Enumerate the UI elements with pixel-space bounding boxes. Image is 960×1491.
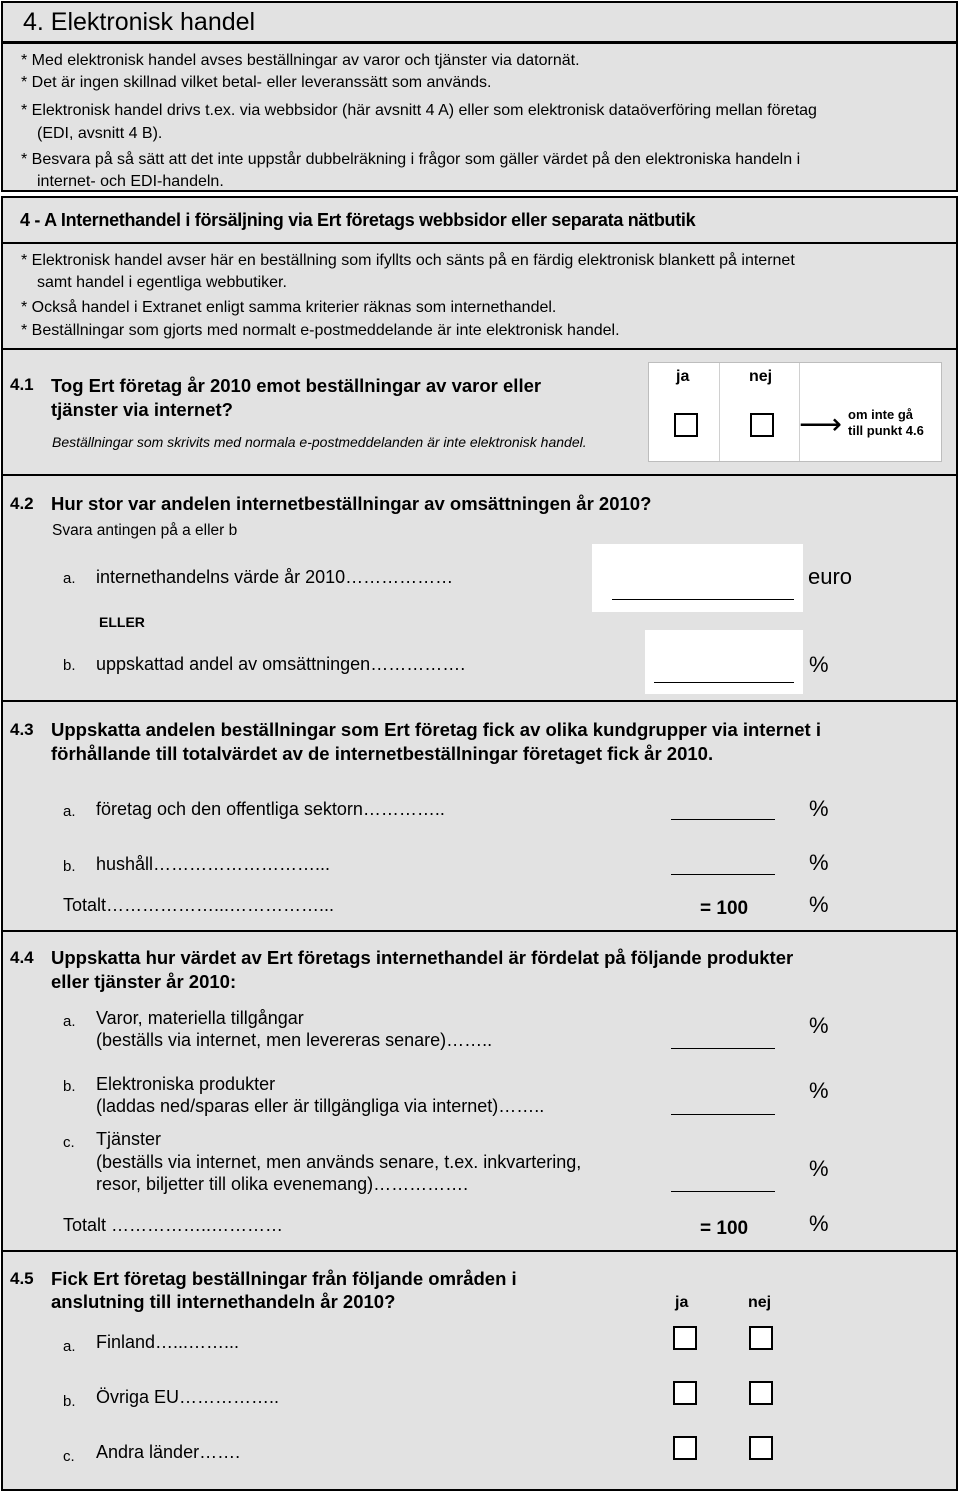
- section-a-box: [1, 196, 958, 1491]
- section-note: * Beställningar som gjorts med normalt e-postmeddelande är inte elektronisk handel.: [21, 322, 620, 339]
- no-label: nej: [749, 368, 773, 385]
- section-note: * Också handel i Extranet enligt samma kriterier räknas som internethandel.: [21, 299, 557, 316]
- item-letter: a.: [63, 1338, 76, 1355]
- arrow-right-icon: ⟶: [799, 408, 843, 441]
- unit-label: %: [809, 796, 829, 821]
- header-box: [1, 1, 958, 43]
- divider: [3, 348, 958, 350]
- unit-label: %: [809, 850, 829, 875]
- unit-label: %: [809, 892, 829, 917]
- question-text: Uppskatta hur värdet av Ert företags internethandel är fördelat på följande produkter: [51, 947, 794, 968]
- percent-input-line[interactable]: [671, 1114, 775, 1115]
- item-letter: a.: [63, 570, 76, 587]
- divider: [3, 700, 958, 702]
- question-text: Hur stor var andelen internetbeställningar av omsättningen år 2010?: [51, 493, 652, 514]
- no-checkbox[interactable]: [750, 413, 774, 437]
- divider: [3, 1250, 958, 1252]
- percent-input-line[interactable]: [671, 1191, 775, 1192]
- question-text: förhållande till totalvärdet av de internetbeställningar företaget fick år 2010.: [51, 743, 714, 764]
- yes-checkbox[interactable]: [674, 413, 698, 437]
- question-note: Beställningar som skrivits med normala e-postmeddelanden är inte elektronisk handel.: [52, 434, 587, 450]
- intro-line: * Besvara på så sätt att det inte uppstår dubbelräkning i frågor som gäller värdet på den elektroniska handeln i: [21, 151, 801, 168]
- skip-line: om inte gå: [848, 407, 914, 422]
- total-value: = 100: [700, 898, 749, 919]
- item-text: uppskattad andel av omsättningen…………….: [96, 654, 466, 674]
- intro-line: * Elektronisk handel drivs t.ex. via webbsidor (här avsnitt 4 A) eller som elektronisk dataöverföring mellan företag: [21, 102, 817, 119]
- unit-label: %: [809, 1211, 829, 1236]
- item-text: (beställs via internet, men levereras senare)……..: [96, 1030, 493, 1050]
- question-number: 4.1: [10, 375, 34, 394]
- question-number: 4.4: [10, 948, 34, 967]
- intro-line: internet- och EDI-handeln.: [37, 173, 224, 190]
- item-text: (beställs via internet, men används senare, t.ex. inkvartering,: [96, 1152, 582, 1172]
- yes-label: ja: [676, 368, 690, 385]
- unit-label: euro: [808, 564, 853, 589]
- divider: [3, 930, 958, 932]
- question-text: Tog Ert företag år 2010 emot beställningar av varor eller: [51, 375, 542, 396]
- item-letter: a.: [63, 803, 76, 820]
- question-text: Fick Ert företag beställningar från följande områden i: [51, 1268, 517, 1289]
- question-number: 4.3: [10, 720, 34, 739]
- item-text: Varor, materiella tillgångar: [96, 1008, 304, 1028]
- no-checkbox[interactable]: [749, 1436, 773, 1460]
- or-label: ELLER: [99, 614, 145, 630]
- answer-area: [645, 630, 803, 694]
- yes-column-divider: [719, 363, 720, 461]
- item-text: Andra länder…….: [96, 1442, 241, 1462]
- answer-area: [648, 362, 942, 462]
- item-text: hushåll………………………...: [96, 854, 331, 874]
- question-text: anslutning till internethandeln år 2010?: [51, 1291, 396, 1312]
- no-label: nej: [748, 1294, 772, 1311]
- question-number: 4.5: [10, 1269, 34, 1288]
- percent-input-line[interactable]: [671, 874, 775, 875]
- percent-input-line[interactable]: [671, 819, 775, 820]
- skip-line: till punkt 4.6: [848, 423, 924, 438]
- item-text: Elektroniska produkter: [96, 1074, 276, 1094]
- unit-label: %: [809, 1013, 829, 1038]
- question-text: eller tjänster år 2010:: [51, 971, 237, 992]
- item-text: Tjänster: [96, 1129, 162, 1149]
- item-text: Finland…...……...: [96, 1332, 240, 1352]
- yes-label: ja: [675, 1294, 689, 1311]
- item-letter: b.: [63, 1078, 76, 1095]
- section-note: * Elektronisk handel avser här en beställning som ifyllts och sänts på en färdig elektronisk blankett på internet: [21, 252, 795, 269]
- section-a-title: 4 - A Internethandel i försäljning via Ert företags webbsidor eller separata nätbutik: [20, 210, 696, 230]
- item-text: resor, biljetter till olika evenemang)…………….: [96, 1174, 469, 1194]
- total-text: Totalt ……………..…………: [63, 1215, 284, 1235]
- item-text: företag och den offentliga sektorn…………..: [96, 799, 445, 819]
- question-text: tjänster via internet?: [51, 399, 233, 420]
- no-checkbox[interactable]: [749, 1381, 773, 1405]
- question-text: Uppskatta andelen beställningar som Ert företag fick av olika kundgrupper via internet i: [51, 719, 821, 740]
- item-letter: a.: [63, 1013, 76, 1030]
- item-letter: b.: [63, 657, 76, 674]
- percent-input-line[interactable]: [671, 1048, 775, 1049]
- intro-line: * Det är ingen skillnad vilket betal- eller leveranssätt som används.: [21, 74, 492, 91]
- item-text: internethandelns värde år 2010………………: [96, 567, 454, 587]
- skip-instruction: [848, 407, 924, 439]
- intro-line: (EDI, avsnitt 4 B).: [37, 125, 163, 142]
- intro-line: * Med elektronisk handel avses beställningar av varor och tjänster via datornät.: [21, 52, 580, 69]
- item-text: (laddas ned/sparas eller är tillgängliga via internet)……..: [96, 1096, 545, 1116]
- yes-checkbox[interactable]: [673, 1436, 697, 1460]
- page-title: 4. Elektronisk handel: [23, 8, 256, 36]
- item-text: Övriga EU……………..: [96, 1387, 280, 1407]
- euro-input-line[interactable]: [612, 599, 794, 600]
- intro-box: [1, 42, 958, 192]
- unit-label: %: [809, 1078, 829, 1103]
- total-value: = 100: [700, 1218, 749, 1239]
- no-checkbox[interactable]: [749, 1326, 773, 1350]
- percent-input-line[interactable]: [654, 682, 794, 683]
- section-note: samt handel i egentliga webbutiker.: [37, 274, 287, 291]
- divider: [3, 242, 958, 244]
- question-number: 4.2: [10, 494, 34, 513]
- question-hint: Svara antingen på a eller b: [52, 522, 238, 539]
- total-text: Totalt………………...……………...: [63, 895, 335, 915]
- item-letter: c.: [63, 1448, 75, 1465]
- unit-label: %: [809, 652, 829, 677]
- yes-checkbox[interactable]: [673, 1381, 697, 1405]
- item-letter: c.: [63, 1134, 75, 1151]
- item-letter: b.: [63, 1393, 76, 1410]
- item-letter: b.: [63, 858, 76, 875]
- divider: [3, 474, 958, 476]
- yes-checkbox[interactable]: [673, 1326, 697, 1350]
- answer-area: [592, 544, 803, 612]
- unit-label: %: [809, 1156, 829, 1181]
